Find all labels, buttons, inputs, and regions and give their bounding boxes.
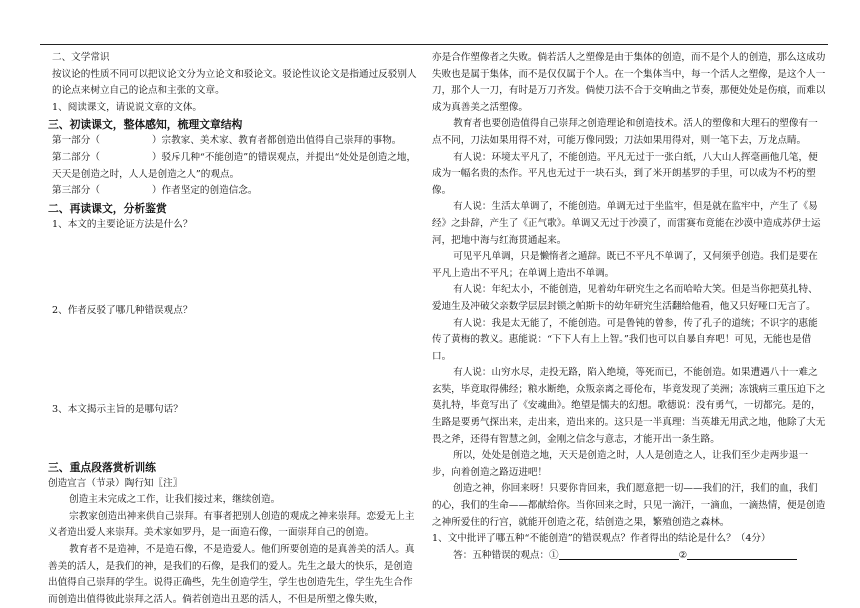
answer-line: 答：五种错误的观点：① ② [432,548,826,565]
passage-paragraph: 教育者不是造神，不是造石像，不是造爱人。他们所要创造的是真善美的活人。真善美的活人，是我们的神，是我们的石像，是我们的爱人。先生之最大的快乐，是创造出值得自己崇拜的学生。说得正确些，先生创造学生，学生也创造先生，学生先生合作而创造出值得彼此崇拜之活人。倘若创造出丑恶的活人，不但是所塑之像失败， [48,543,415,605]
passage-paragraph: 亦是合作塑像者之失败。倘若活人之塑像是由于集体的创造，而不是个人的创造，那么这成功失败也是属于集体，而不是仅仅属于个人。在一个集体当中，每一个活人之塑像，是这个人一刀，那个人一刀，有时是万刀齐发。倘使刀法不合于交响曲之节奏，那便处处是伤痕，而难以成为真善美之活塑像。 [432,52,826,113]
section-reread-heading: 二、再读课文，分析鉴赏 [48,201,167,215]
literature-text: 按议论的性质不同可以把议论文分为立论文和驳论文。驳论性议论文是指通过反驳别人的论点来树立自己的论点和主张的文章。 [52,68,417,97]
passage-paragraph: 创造主未完成之工作，让我们接过来，继续创造。 [69,494,281,506]
passage-paragraph: 宗教家创造出神来供自己崇拜。有事者把别人创造的观成之神来崇拜。恋爱无上主义者造出爱人来崇拜。美术家如罗丹，是一面造石像，一面崇拜自己的创造。 [48,510,415,539]
passage-paragraph: 有人说：生活太单调了，不能创造。单调无过于坐监牢，但是就在监牢中，产生了《易经》之卦辞，产生了《正气歌》。单调又无过于沙漠了，而雷赛布竟能在沙漠中造成苏伊士运河，把地中海与红海贯通起来。 [432,201,821,246]
passage-paragraph: 有人说：山穷水尽，走投无路，陷入绝境，等死而已，不能创造。如果遭遇八十一难之玄奘，毕竟取得佛经；粮水断绝，众叛亲离之哥伦布，毕竟发现了美洲；冻饿病三重压迫下之莫扎特，毕竟写出了《安魂曲》。绝望是懦夫的幻想。歌德说：没有勇气，一切都完。是的，生路是要勇气探出来，走出来，造出来的。这只是一半真理：当英雄无用武之地，他除了大无畏之斧，还得有智慧之剑，金刚之信念与意志，才能开出一条生路。 [432,367,826,445]
section-key-paragraph-heading: 三、重点段落赏析训练 [48,460,156,474]
passage-paragraph: 教育者也要创造值得自己崇拜之创造理论和创造技术。活人的塑像和大理石的塑像有一点不同，刀法如果用得不对，可能万像同毁；刀法如果用得对，则一笔下去，万龙点睛。 [432,118,818,146]
passage-paragraph: 有人说：环境太平凡了，不能创造。平凡无过于一张白纸，八大山人挥毫画他几笔，便成为一幅名贵的杰作。平凡也无过于一块石头，到了米开朗基罗的手里，可以成为不朽的塑像。 [432,151,818,196]
task-1: 1、阅读课文，请说说文章的文体。 [52,101,203,113]
question-a: 1、文中批评了哪五种“不能创造”的错误观点？作者得出的结论是什么？（4分） [432,533,771,545]
top-divider [40,44,828,45]
passage-paragraph: 创造之神，你回来呀！只要你肯回来，我们愿意把一切——我们的汗，我们的血，我们的心，我们的生命——都献给你。当你回来之时，只见一滴汗，一滴血，一滴热情，便是创造之神所爱住的行宫，就能开创造之花，结创造之果，繁殖创造之森林。 [432,483,826,528]
left-column [48,50,420,608]
passage-paragraph: 可见平凡单调，只是懒惰者之遁辞。既已不平凡不单调了，又何须乎创造。我们是要在平凡上造出不平凡；在单调上造出不单调。 [432,251,818,279]
structure-part-2: 第二部分（ ）驳斥几种“不能创造”的错误观点，并提出“处处是创造之地，天天是创造之时，人人是创造之人”的观点。 [52,151,417,180]
structure-part-1: 第一部分（ ）宗教家、美术家、教育者都创造出值得自己崇拜的事物。 [52,135,402,147]
structure-part-3: 第三部分（ ）作者坚定的创造信念。 [52,185,258,197]
right-column [432,50,826,564]
question-1: 1、本文的主要论证方法是什么？ [52,218,193,230]
question-3: 3、本文揭示主旨的是哪句话？ [52,403,183,415]
section-3-heading: 三、初读课文，整体感知，梳理文章结构 [48,118,243,132]
passage-paragraph: 所以，处处是创造之地，天天是创造之时，人人是创造之人，让我们至少走两步退一步，向着创造之路迈进吧！ [432,450,809,478]
passage-paragraph: 有人说：我是太无能了，不能创造。可是鲁钝的曾参，传了孔子的道统；不识字的惠能传了黄梅的教义。惠能说：“下下人有上上智。”我们也可以自暴自弃吧！可见，无能也是借口。 [432,317,818,362]
question-2: 2、作者反驳了哪几种错误观点？ [52,305,193,317]
passage-title: 创造宣言（节录）陶行知〖注〗 [48,477,183,489]
passage-paragraph: 有人说：年纪太小，不能创造，见着幼年研究生之名而哈哈大笑。但是当你把莫扎特、爱迪生及冲破父亲数学层层封锁之帕斯卡的幼年研究生活翻给他看，他又只好哑口无言了。 [432,284,818,312]
section-literature-heading: 二、文学常识 [52,52,110,63]
